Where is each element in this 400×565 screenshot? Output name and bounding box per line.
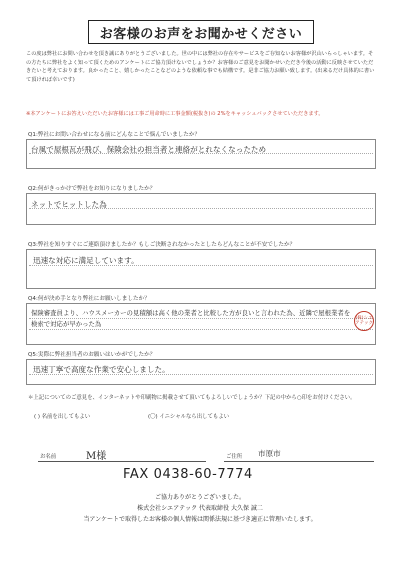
page-title: お客様のお声をお聞かせください [88, 20, 314, 44]
name-underline [38, 461, 206, 462]
q1-answer: 台風で屋根瓦が飛び、保険会社の担当者と連絡がとれなくなったため [31, 145, 267, 154]
intro-text: この度は弊社にお問い合わせを頂き誠にありがとうございました。世の中には弊社の存在やサービスをご存知ないお客様が沢山いらっしゃいます。その方たちに弊社をよく知って頂くためのアンケートにご協力頂けないでしょうか？お客様のご意見をお聞かせいただき今後の活動に反映させていただきたいと考えております。良かったこと、嬉しかったことなどのような依頼な事でも結構です。是非ご協力お願い致します。(出来るだけ具体的に書いて頂ければ幸いです) [26, 51, 375, 83]
consent-option-name-label: 名前を出してもよい [41, 414, 91, 420]
cashback-notice: ※本アンケートにお答えいただいたお客様には工事ご用命時に工事金額(税抜き)の 2%をキャッシュバックさせていただきます。 [26, 111, 324, 117]
q1-label: Q1:弊社にお問い合わせになる前にどんなことで悩んでいましたか？ [28, 132, 201, 138]
address-underline [224, 461, 374, 462]
answer-line [29, 329, 373, 330]
q4-label: Q4:何が決め手となり弊社にお願いしましたか？ [28, 296, 150, 302]
q3-answer-box[interactable] [26, 249, 376, 289]
q3-label: Q3:弊社を知りすぐにご連絡頂けましたか？もしご決断されなかったとしたらどんなことが不安でしたか？ [28, 242, 296, 248]
consent-option-initial-label: イニシャルなら出してもよい [159, 414, 230, 420]
fax-number: FAX 0438-60-7774 [123, 467, 253, 482]
answer-line [29, 265, 373, 266]
q2-label: Q2:何がきっかけで弊社をお知りになりましたか？ [28, 186, 156, 192]
name-value: M様 [86, 451, 107, 462]
q2-answer: ネットでヒットした為 [31, 200, 107, 209]
stamp-text: (株)シエアテック [355, 316, 373, 326]
answer-line [29, 374, 373, 375]
q2-answer-box[interactable] [26, 193, 376, 225]
q5-answer: 迅速丁寧で高度な作業で安心しました。 [33, 365, 170, 374]
company-seal-stamp [354, 311, 374, 331]
q5-answer-box[interactable] [26, 359, 376, 385]
consent-text: ＊上記についてのご意見を、インターネットや印刷物に掲載させて頂いてもよろしいでしょうか？下記の中から○印をお付けください。 [28, 395, 356, 401]
consent-circle-mark: 〇 [150, 414, 156, 420]
q5-label: Q5:実際に弊社担当者のお願いはいかがでしたか？ [28, 352, 156, 358]
address-value: 市原市 [258, 449, 281, 458]
q1-answer-box[interactable] [26, 139, 376, 169]
privacy-notice: 当アンケートで取得したお客様の個人情報は関係法規に基づき適正に管理いたします。 [83, 516, 317, 523]
q4-answer-box[interactable] [26, 303, 376, 345]
answer-line [29, 153, 373, 154]
q4-answer: 保険審査員より、ハウスメーカーの見積額は高く他の業者と比較した方が良いと言われた為、近隣で屋根業者を検索で対応が早かった為 [31, 309, 351, 328]
q3-answer: 迅速な対応に満足しています。 [33, 256, 139, 265]
thanks-text: ご協力ありがとうございました。 [154, 494, 245, 501]
address-label: ご住所 [226, 454, 243, 460]
answer-line [29, 318, 373, 319]
consent-option-name[interactable]: ( ) 名前を出してもよい [34, 414, 91, 420]
answer-line [29, 208, 373, 209]
consent-option-initial[interactable]: (〇) イニシャルなら出してもよい [148, 414, 230, 420]
name-label: お名前 [40, 454, 57, 460]
company-name: 株式会社シエアテック 代表取締役 大久保 誠二 [137, 505, 263, 512]
